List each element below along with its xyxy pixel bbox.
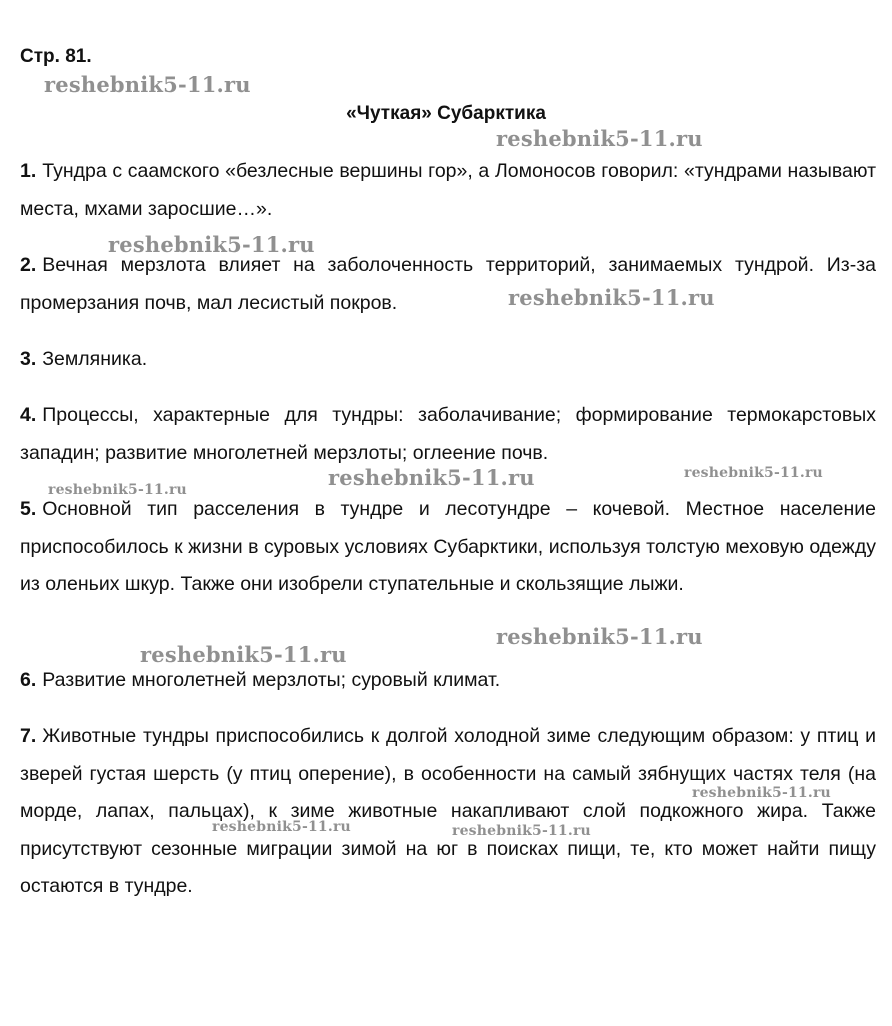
answer-text: Тундра с саамского «безлесные вершины гор», а Ломоносов говорил: «тундрами называют места, мхами заросшие…». xyxy=(20,160,876,220)
answer-text: Основной тип расселения в тундре и лесотундре – кочевой. Местное население приспособилось к жизни в суровых условиях Субарктики, используя толстую меховую одежду из оленьих шкур. Также они изобрели ступательные и скользящие лыжи. xyxy=(20,498,876,595)
watermark: reshebnik5-11.ru xyxy=(496,126,703,151)
answer-text: Вечная мерзлота влияет на заболоченность территорий, занимаемых тундрой. Из-за промерзания почв, мал лесистый покров. xyxy=(20,254,876,314)
answer-number: 6. xyxy=(20,669,37,691)
answer-text: Процессы, характерные для тундры: заболачивание; формирование термокарстовых западин; развитие многолетней мерзлоты; оглеение почв. xyxy=(20,404,876,464)
watermark: reshebnik5-11.ru xyxy=(140,642,347,667)
answer-number: 3. xyxy=(20,348,37,370)
watermark: reshebnik5-11.ru xyxy=(452,823,591,839)
watermark: reshebnik5-11.ru xyxy=(212,819,351,835)
answer-number: 1. xyxy=(20,160,37,182)
answer-6 xyxy=(20,662,876,700)
watermark: reshebnik5-11.ru xyxy=(108,232,315,257)
answer-4 xyxy=(20,397,876,472)
answer-2 xyxy=(20,247,876,322)
answer-3 xyxy=(20,341,876,379)
watermark: reshebnik5-11.ru xyxy=(496,624,703,649)
watermark: reshebnik5-11.ru xyxy=(328,465,535,490)
answer-text: Животные тундры приспособились к долгой холодной зиме следующим образом: у птиц и зверей густая шерсть (у птиц оперение), в особенности на самый зябнущих частях теля (на морде, лапах, пальцах), к зиме животные накапливают слой подкожного жира. Также присутствуют сезонные миграции зимой на юг в поисках пищи, те, кто может найти пищу остаются в тундре. xyxy=(20,725,876,897)
watermark: reshebnik5-11.ru xyxy=(684,465,823,481)
answer-number: 7. xyxy=(20,725,37,747)
watermark: reshebnik5-11.ru xyxy=(44,72,251,97)
answer-number: 4. xyxy=(20,404,37,426)
watermark: reshebnik5-11.ru xyxy=(48,482,187,498)
answer-5 xyxy=(20,491,876,604)
answer-text: Развитие многолетней мерзлоты; суровый климат. xyxy=(42,669,501,691)
watermark: reshebnik5-11.ru xyxy=(692,785,831,801)
answer-7 xyxy=(20,718,876,906)
answer-1 xyxy=(20,153,876,228)
answer-text: Земляника. xyxy=(42,348,148,370)
page-title: «Чуткая» Субарктика xyxy=(346,103,546,124)
answer-number: 2. xyxy=(20,254,37,276)
page-ref: Стр. 81. xyxy=(20,46,92,67)
answer-number: 5. xyxy=(20,498,37,520)
watermark: reshebnik5-11.ru xyxy=(508,285,715,310)
